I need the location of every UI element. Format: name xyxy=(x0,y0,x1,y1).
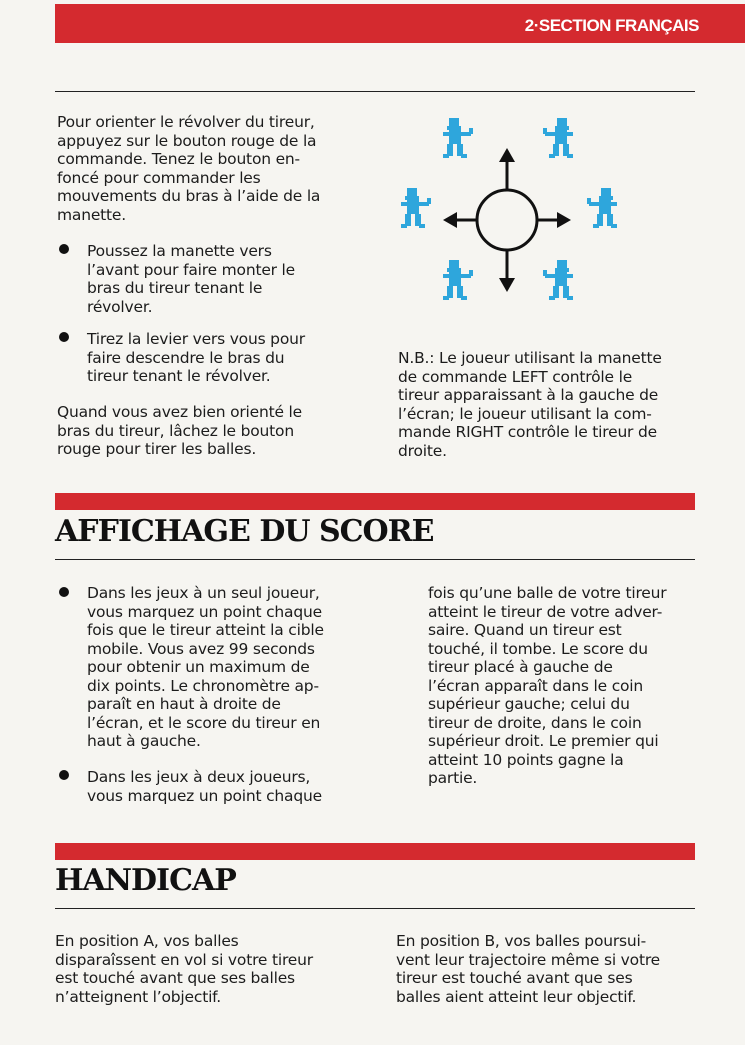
text-line: l’écran apparaît dans le coin xyxy=(428,676,644,695)
score-bullet-1 xyxy=(87,584,324,751)
joystick-direction-gunfighters-icon xyxy=(395,110,625,335)
text-line: mouvements du bras à l’aide de la xyxy=(57,187,321,205)
text-line: l’écran, et le score du tireur en xyxy=(87,713,321,732)
text-line: Tirez la levier vers vous pour xyxy=(87,330,305,348)
bullet-icon xyxy=(59,244,69,254)
text-line: bras du tireur, lâchez le bouton xyxy=(57,421,294,440)
closing-paragraph xyxy=(57,403,302,459)
text-line: n’atteignent l’objectif. xyxy=(55,987,222,1006)
note-paragraph xyxy=(398,349,662,460)
text-line: révolver. xyxy=(87,297,153,316)
section-divider-band xyxy=(55,843,695,860)
bullet-icon xyxy=(59,770,69,780)
text-line: balles aient atteint leur objectif. xyxy=(396,987,637,1006)
text-line: tireur tenant le révolver. xyxy=(87,367,271,385)
score-bullet-2 xyxy=(87,768,322,805)
text-line: Quand vous avez bien orienté le xyxy=(57,403,303,421)
text-line: mande RIGHT contrôle le tireur de xyxy=(398,423,657,441)
section-label: 2·SECTION FRANÇAIS xyxy=(524,16,699,35)
text-line: vous marquez un point chaque xyxy=(87,786,322,805)
text-line: En position A, vos balles xyxy=(55,932,239,950)
text-line: commande. Tenez le bouton en- xyxy=(57,150,300,168)
top-rule xyxy=(55,91,695,92)
text-line: tireur est touché avant que ses xyxy=(396,969,633,987)
text-line: supérieur droit. Le premier qui xyxy=(428,732,659,750)
intro-paragraph xyxy=(57,113,320,224)
text-line: En position B, vos balles poursui- xyxy=(396,932,647,950)
section-rule xyxy=(55,559,695,560)
text-line: appuyez sur le bouton rouge de la xyxy=(57,131,317,150)
bullet-icon xyxy=(59,332,69,342)
text-line: droite. xyxy=(398,441,447,460)
intro-bullet-2 xyxy=(87,330,305,386)
text-line: Dans les jeux à deux joueurs, xyxy=(87,768,311,786)
handicap-section-title: HANDICAP xyxy=(55,863,236,898)
text-line: touché, il tombe. Le score du xyxy=(428,639,648,658)
text-line: Dans les jeux à un seul joueur, xyxy=(87,584,320,602)
text-line: l’écran; le joueur utilisant la com- xyxy=(398,404,652,423)
score-right-column xyxy=(428,584,666,788)
bullet-icon xyxy=(59,587,69,597)
text-line: haut à gauche. xyxy=(87,732,201,750)
text-line: atteint 10 points gagne la xyxy=(428,750,624,769)
section-divider-band xyxy=(55,493,695,510)
intro-bullet-1 xyxy=(87,242,295,316)
text-line: vent leur trajectoire même si votre xyxy=(396,950,660,969)
text-line: de commande LEFT contrôle le xyxy=(398,367,633,386)
text-line: bras du tireur tenant le xyxy=(87,279,263,297)
score-section-title: AFFICHAGE DU SCORE xyxy=(55,514,434,549)
text-line: paraît en haut à droite de xyxy=(87,695,281,713)
text-line: rouge pour tirer les balles. xyxy=(57,440,257,458)
text-line: atteint le tireur de votre adver- xyxy=(428,602,663,621)
text-line: fois que le tireur atteint la cible xyxy=(87,621,324,639)
text-line: dix points. Le chronomètre ap- xyxy=(87,676,319,695)
text-line: saire. Quand un tireur est xyxy=(428,621,622,639)
text-line: fois qu’une balle de votre tireur xyxy=(428,584,667,602)
text-line: supérieur gauche; celui du xyxy=(428,695,630,713)
handicap-left xyxy=(55,932,313,1006)
text-line: pour obtenir un maximum de xyxy=(87,658,310,676)
text-line: l’avant pour faire monter le xyxy=(87,260,295,279)
text-line: partie. xyxy=(428,769,478,787)
text-line: foncé pour commander les xyxy=(57,168,261,187)
text-line: est touché avant que ses balles xyxy=(55,969,295,987)
text-line: tireur placé à gauche de xyxy=(428,658,613,676)
text-line: vous marquez un point chaque xyxy=(87,602,322,621)
text-line: manette. xyxy=(57,205,126,224)
text-line: Poussez la manette vers xyxy=(87,242,272,260)
text-line: Pour orienter le révolver du tireur, xyxy=(57,113,315,131)
text-line: tireur de droite, dans le coin xyxy=(428,713,642,732)
header-bar xyxy=(55,4,745,43)
text-line: faire descendre le bras du xyxy=(87,348,285,367)
handicap-right xyxy=(396,932,660,1006)
text-line: mobile. Vous avez 99 seconds xyxy=(87,639,315,658)
text-line: tireur apparaissant à la gauche de xyxy=(398,386,659,404)
section-rule xyxy=(55,908,695,909)
text-line: disparaîssent en vol si votre tireur xyxy=(55,950,313,969)
text-line: N.B.: Le joueur utilisant la manette xyxy=(398,349,662,367)
